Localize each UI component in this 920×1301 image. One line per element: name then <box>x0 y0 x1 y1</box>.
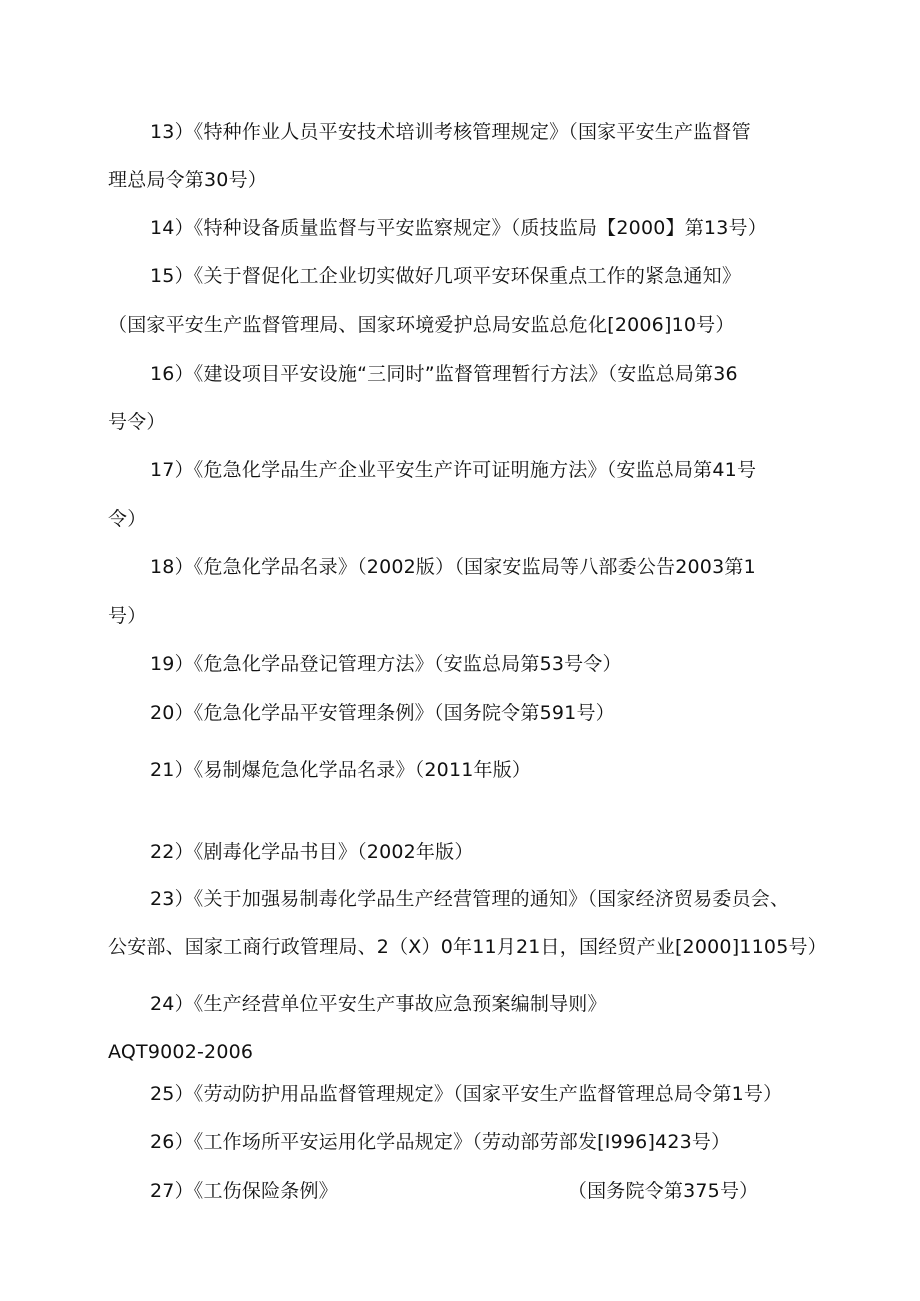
item-13-line-2: 理总局令第30号） <box>108 169 267 191</box>
item-23-line-1: 23）《关于加强易制毒化学品生产经营管理的通知》（国家经济贸易委员会、 <box>150 888 790 910</box>
item-16-line-2: 号令） <box>108 411 166 433</box>
item-26-line-1: 26）《工作场所平安运用化学品规定》（劳动部劳部发[I996]423号） <box>150 1131 731 1153</box>
item-20-line-1: 20）《危急化学品平安管理条例》（国务院令第591号） <box>150 702 615 724</box>
item-14-line-1: 14）《特种设备质量监督与平安监察规定》（质技监局【2000】第13号） <box>150 217 767 239</box>
item-21-line-1: 21）《易制爆危急化学品名录》（2011年版） <box>150 759 532 781</box>
item-24-line-2: AQT9002-2006 <box>108 1041 254 1063</box>
item-15-line-2: （国家平安生产监督管理局、国家环境爱护总局安监总危化[2006]10号） <box>108 314 735 336</box>
item-27-title: 27）《工伤保险条例》 <box>150 1180 338 1202</box>
item-17-line-2: 令） <box>108 508 147 530</box>
item-23-line-2: 公安部、国家工商行政管理局、2（X）0年11月21日，国经贸产业[2000]1105号） <box>108 936 827 958</box>
item-15-line-1: 15）《关于督促化工企业切实做好几项平安环保重点工作的紧急通知》 <box>150 265 742 287</box>
item-22-line-1: 22）《剧毒化学品书目》（2002年版） <box>150 841 474 863</box>
item-24-line-1: 24）《生产经营单位平安生产事故应急预案编制导则》 <box>150 993 607 1015</box>
item-19-line-1: 19）《危急化学品登记管理方法》（安监总局第53号令） <box>150 653 622 675</box>
item-16-line-1: 16）《建设项目平安设施“三同时”监督管理暂行方法》（安监总局第36 <box>150 363 738 385</box>
item-18-line-2: 号） <box>108 605 147 627</box>
item-17-line-1: 17）《危急化学品生产企业平安生产许可证明施方法》（安监总局第41号 <box>150 459 757 481</box>
item-13-line-1: 13）《特种作业人员平安技术培训考核管理规定》（国家平安生产监督管 <box>150 121 751 143</box>
item-18-line-1: 18）《危急化学品名录》（2002版）（国家安监局等八部委公告2003第1 <box>150 556 756 578</box>
item-27-source: （国务院令第375号） <box>567 1180 759 1202</box>
item-27-line-1 <box>150 1179 758 1203</box>
item-25-line-1: 25）《劳动防护用品监督管理规定》（国家平安生产监督管理总局令第1号） <box>150 1083 783 1105</box>
